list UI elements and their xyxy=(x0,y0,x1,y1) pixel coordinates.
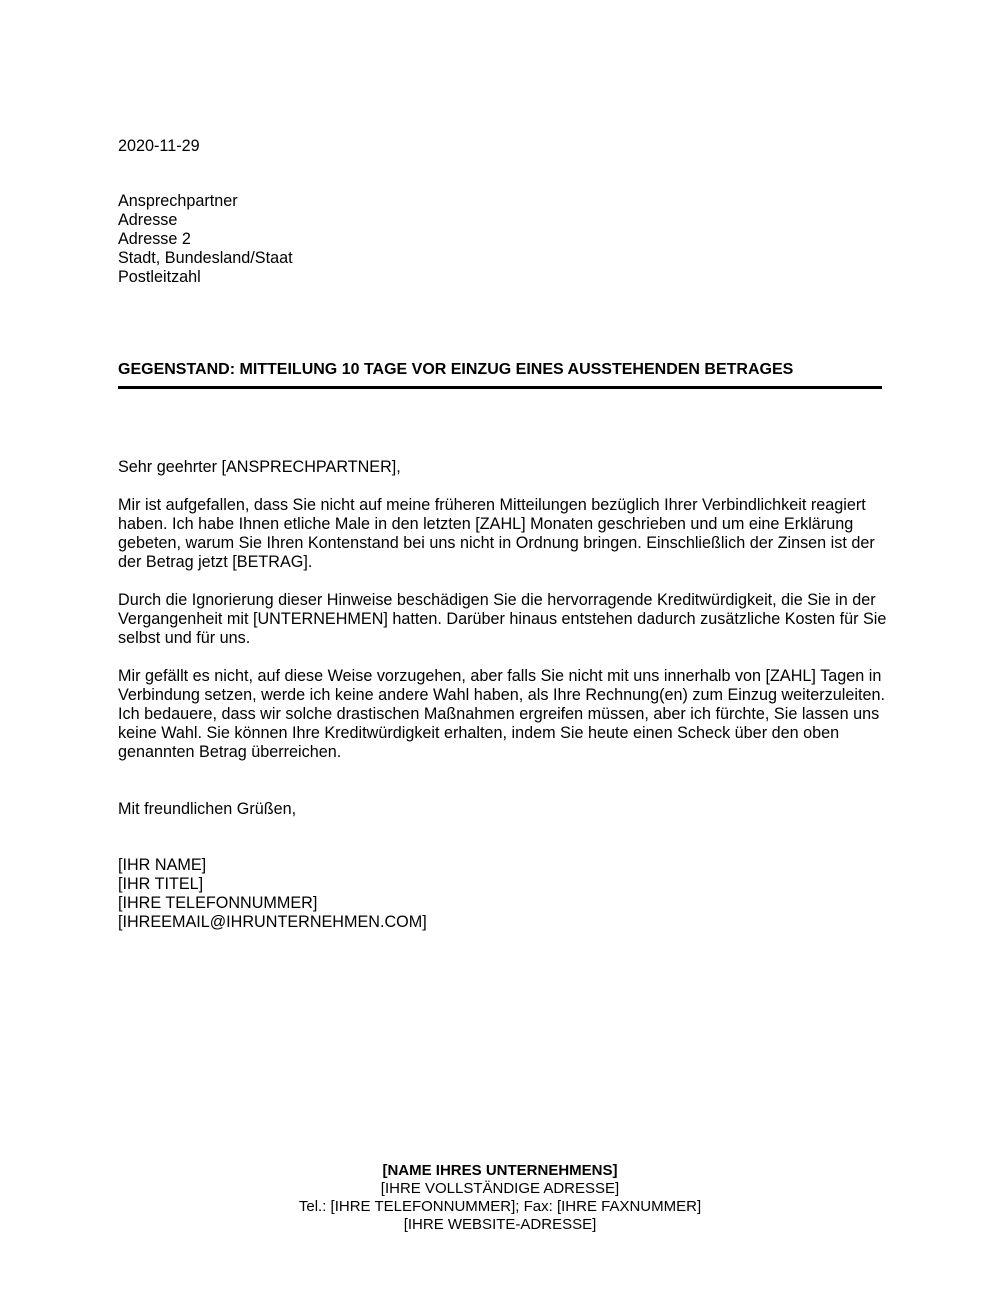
body-paragraph-3: Mir gefällt es nicht, auf diese Weise vorzugehen, aber falls Sie nicht mit uns innerhalb von [ZAHL] Tagen in Verbindung setzen, werde ich keine andere Wahl haben, als Ihre Rechnung(en) zum Einzug weiterzuleiten. Ich bedauere, dass wir solche drastischen Maßnahmen ergreifen müssen, aber ich fürchte, Sie lassen uns keine Wahl. Sie können Ihre Kreditwürdigkeit erhalten, indem Sie heute einen Scheck über den oben genannten Betrag überreichen. xyxy=(118,667,885,761)
signature-block xyxy=(118,856,427,932)
body-paragraph-2: Durch die Ignorierung dieser Hinweise beschädigen Sie die hervorragende Kreditwürdigkeit, die Sie in der Vergangenheit mit [UNTERNEHMEN] hatten. Darüber hinaus entstehen dadurch zusätzliche Kosten für Sie selbst und für uns. xyxy=(118,591,887,647)
letterhead-footer xyxy=(0,1162,1000,1234)
recipient-address-2: Adresse 2 xyxy=(118,230,191,248)
footer-contact: Tel.: [IHRE TELEFONNUMMER]; Fax: [IHRE FAXNUMMER] xyxy=(298,1198,702,1215)
letter-body xyxy=(118,458,888,781)
footer-company-name: [NAME IHRES UNTERNEHMENS] xyxy=(382,1162,618,1179)
closing: Mit freundlichen Grüßen, xyxy=(118,800,297,818)
recipient-zip: Postleitzahl xyxy=(118,268,201,286)
recipient-name: Ansprechpartner xyxy=(118,192,238,210)
salutation: Sehr geehrter [ANSPRECHPARTNER], xyxy=(118,458,401,476)
footer-website: [IHRE WEBSITE-ADRESSE] xyxy=(403,1216,597,1233)
letter-date: 2020-11-29 xyxy=(118,137,200,155)
signature-name: [IHR NAME] xyxy=(118,856,207,874)
subject-divider xyxy=(118,386,882,389)
recipient-block xyxy=(118,192,293,287)
signature-phone: [IHRE TELEFONNUMMER] xyxy=(118,894,318,912)
subject-line: GEGENSTAND: MITTEILUNG 10 TAGE VOR EINZUG EINES AUSSTEHENDEN BETRAGES xyxy=(118,361,794,378)
signature-email: [IHREEMAIL@IHRUNTERNEHMEN.COM] xyxy=(118,913,427,931)
signature-title: [IHR TITEL] xyxy=(118,875,204,893)
body-paragraph-1: Mir ist aufgefallen, dass Sie nicht auf meine früheren Mitteilungen bezüglich Ihrer Verbindlichkeit reagiert haben. Ich habe Ihnen etliche Male in den letzten [ZAHL] Monaten geschrieben und um eine Erklärung gebeten, warum Sie Ihren Kontenstand bei uns nicht in Ordnung bringen. Einschließlich der Zinsen ist der der Betrag jetzt [BETRAG]. xyxy=(118,496,875,571)
recipient-city-state: Stadt, Bundesland/Staat xyxy=(118,249,293,267)
recipient-address-1: Adresse xyxy=(118,211,178,229)
footer-address: [IHRE VOLLSTÄNDIGE ADRESSE] xyxy=(380,1180,620,1197)
